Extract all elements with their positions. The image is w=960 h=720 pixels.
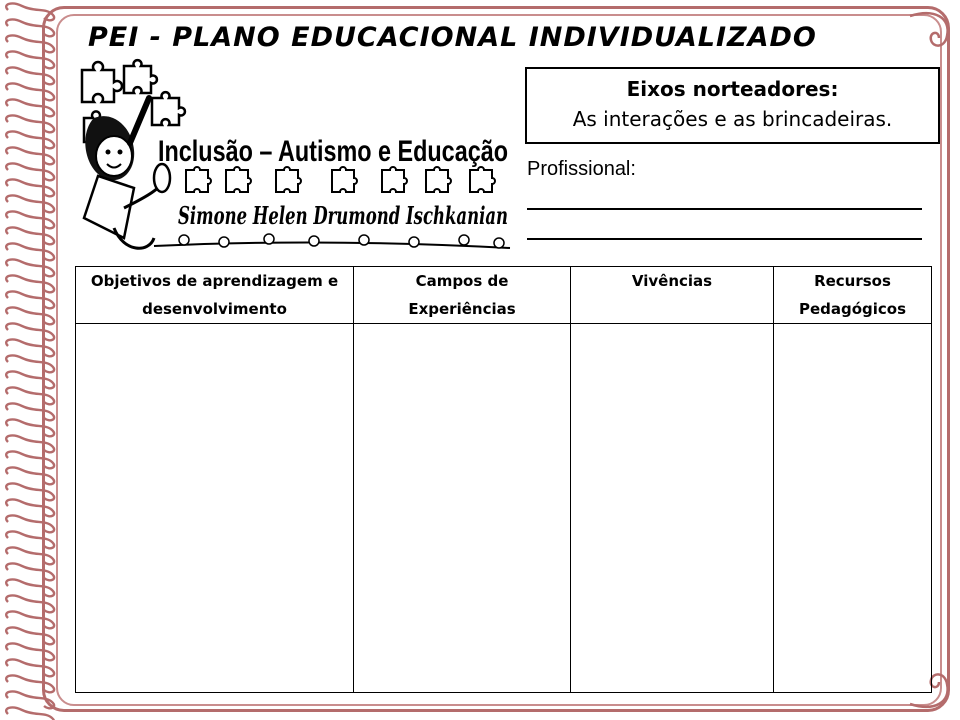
spiral-coil [6, 579, 54, 596]
spiral-coil [6, 131, 54, 148]
spiral-coil [6, 387, 54, 404]
spiral-coil [6, 19, 54, 36]
spiral-coil [6, 307, 54, 324]
cell-recursos[interactable] [774, 324, 932, 693]
guiding-axes-box [525, 67, 940, 144]
flowers-icon [154, 234, 510, 248]
professional-line-1[interactable] [527, 208, 922, 210]
column-header-objetivos [76, 267, 354, 324]
header-line: desenvolvimento [142, 300, 287, 318]
axes-heading: Eixos norteadores: [626, 77, 839, 101]
cell-campos[interactable] [354, 324, 571, 693]
spiral-coil [6, 595, 54, 612]
spiral-coil [6, 435, 54, 452]
spiral-coil [6, 451, 54, 468]
spiral-coil [6, 3, 54, 20]
spiral-coil [6, 627, 54, 644]
spiral-coil [6, 707, 54, 720]
spiral-coil [6, 115, 54, 132]
spiral-coil [6, 99, 54, 116]
spiral-coil [6, 611, 54, 628]
spiral-coil [6, 467, 54, 484]
spiral-coil [6, 291, 54, 308]
header-line: Recursos [814, 272, 891, 290]
spiral-coil [6, 371, 54, 388]
spiral-coil [6, 211, 54, 228]
puzzle-row-icon [186, 167, 495, 192]
spiral-coil [6, 195, 54, 212]
spiral-coil [6, 691, 54, 708]
spiral-coil [6, 179, 54, 196]
professional-label: Profissional: [527, 158, 636, 180]
spiral-binding [0, 0, 70, 720]
pei-table [75, 266, 932, 693]
spiral-coil [6, 339, 54, 356]
spiral-coil [6, 355, 54, 372]
spiral-coil [6, 227, 54, 244]
header-line: Objetivos de aprendizagem e [90, 272, 339, 290]
spiral-coil [6, 675, 54, 692]
spiral-coil [6, 35, 54, 52]
document-title: PEI - PLANO EDUCACIONAL INDIVIDUALIZADO [88, 22, 817, 53]
spiral-coil [6, 67, 54, 84]
spiral-coil [6, 403, 54, 420]
spiral-coil [6, 659, 54, 676]
table-header-row [76, 267, 932, 324]
header-line: Vivências [631, 272, 713, 290]
spiral-coil [6, 531, 54, 548]
spiral-coil [6, 483, 54, 500]
professional-line-2[interactable] [527, 238, 922, 240]
spiral-coil [6, 275, 54, 292]
logo-title: Inclusão – Autismo e Educação [158, 135, 508, 168]
spiral-coil [6, 51, 54, 68]
column-header-vivencias [571, 267, 774, 324]
spiral-coil [6, 419, 54, 436]
inclusion-logo [74, 58, 514, 260]
column-header-recursos [774, 267, 932, 324]
spiral-coil [6, 147, 54, 164]
logo-author: Simone Helen Drumond Ischkanian [178, 201, 508, 230]
column-header-campos [354, 267, 571, 324]
cell-objetivos[interactable] [76, 324, 354, 693]
spiral-coil [6, 643, 54, 660]
header-line: Campos de [415, 272, 509, 290]
spiral-coil [6, 563, 54, 580]
axes-text: As interações e as brincadeiras. [572, 107, 893, 131]
spiral-coil [6, 323, 54, 340]
table-row [76, 324, 932, 693]
spiral-coil [6, 515, 54, 532]
spiral-coil [6, 243, 54, 260]
child-illustration [84, 98, 170, 248]
header-line: Experiências [408, 300, 516, 318]
spiral-coil [6, 499, 54, 516]
spiral-coil [6, 83, 54, 100]
spiral-coil [6, 259, 54, 276]
spiral-coil [6, 163, 54, 180]
header-line: Pedagógicos [798, 300, 907, 318]
spiral-coil [6, 547, 54, 564]
cell-vivencias[interactable] [571, 324, 774, 693]
